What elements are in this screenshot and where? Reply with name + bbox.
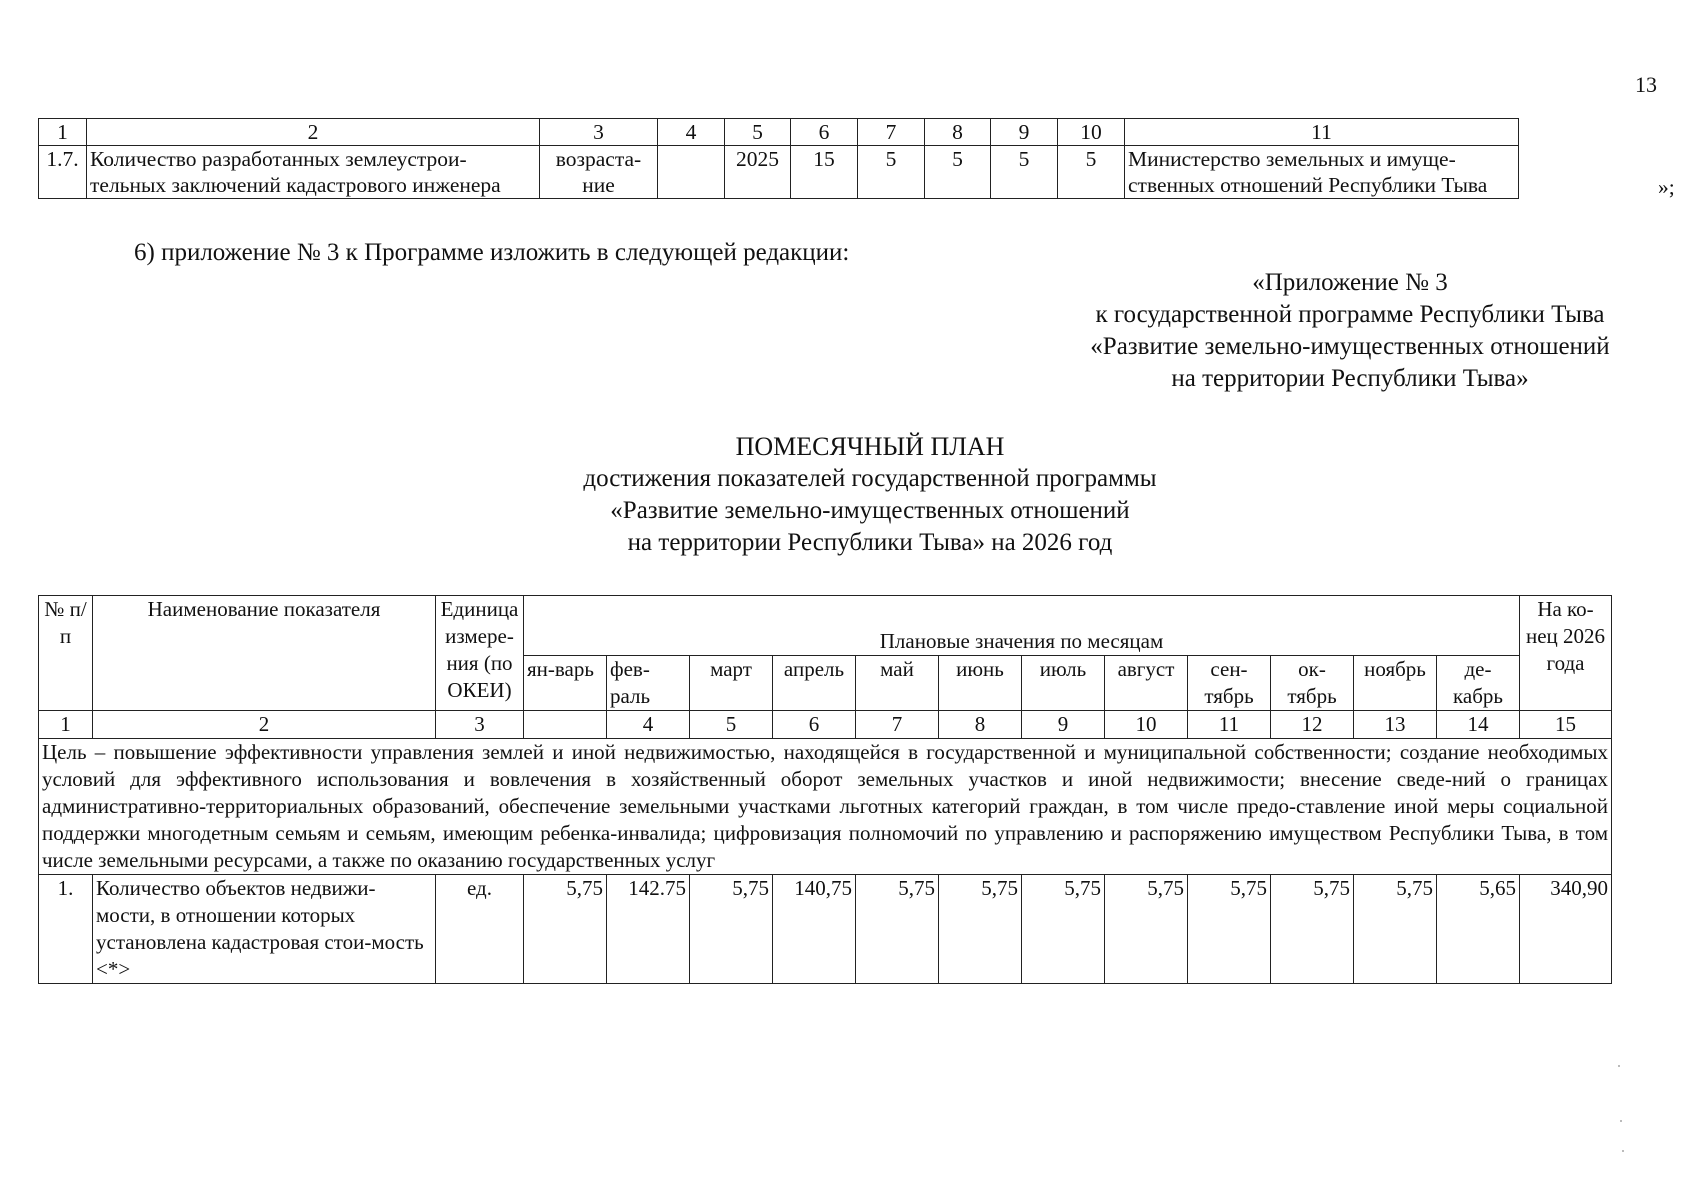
month-value: 5,75 — [939, 875, 1022, 984]
appendix-line: «Развитие земельно-имущественных отношений — [1090, 333, 1610, 360]
month-header: август — [1105, 656, 1188, 711]
plan-title: ПОМЕСЯЧНЫЙ ПЛАН — [735, 432, 1005, 461]
appendix-line: «Приложение № 3 — [1252, 269, 1448, 296]
month-value: 5,75 — [1105, 875, 1188, 984]
unit-value: ед. — [436, 875, 524, 984]
responsible-body — [1125, 146, 1519, 199]
column-number: 6 — [773, 711, 856, 739]
cell-value — [658, 146, 725, 199]
month-header: де-кабрь — [1437, 656, 1520, 711]
column-number: 15 — [1520, 711, 1612, 739]
header-indicator-name: Наименование показателя — [93, 596, 436, 711]
column-number: 9 — [991, 119, 1058, 146]
column-number: 10 — [1058, 119, 1125, 146]
column-number: 14 — [1437, 711, 1520, 739]
header-planned-values: Плановые значения по месяцам — [524, 596, 1520, 656]
column-number: 4 — [607, 711, 690, 739]
row-number: 1.7. — [39, 146, 87, 199]
month-value: 5,75 — [1022, 875, 1105, 984]
previous-indicators-table — [38, 118, 1519, 199]
indicator-name-line: тельных заключений кадастрового инженера — [90, 173, 501, 197]
month-header: ноябрь — [1354, 656, 1437, 711]
column-number: 9 — [1022, 711, 1105, 739]
column-number: 7 — [856, 711, 939, 739]
month-value: 5,75 — [1188, 875, 1271, 984]
column-number: 3 — [436, 711, 524, 739]
table-row — [39, 875, 1612, 984]
direction — [540, 146, 658, 199]
column-number: 8 — [925, 119, 991, 146]
column-number: 4 — [658, 119, 725, 146]
column-number: 2 — [93, 711, 436, 739]
cell-value: 5 — [991, 146, 1058, 199]
cell-value: 5 — [858, 146, 925, 199]
cell-value: 5 — [1058, 146, 1125, 199]
header-unit: Единица измере-ния (по ОКЕИ) — [436, 596, 524, 711]
responsible-line: ственных отношений Республики Тыва — [1128, 173, 1488, 197]
column-number: 11 — [1125, 119, 1519, 146]
cell-value: 15 — [791, 146, 858, 199]
goal-text: Цель – повышение эффективности управления землей и иной недвижимостью, находящейся в государственной и муниципальной собственности; создание необходимых условий для эффективного использования и вовлечения в хозяйственный оборот земельных участков и иной недвижимости; внесение сведе-ний о границах административно-территориальных образований, обеспечение земельными участками льготных категорий граждан, в том числе предо-ставление иной меры социальной поддержки многодетным семьям и семьям, имеющим ребенка-инвалида; цифровизация полномочий по управлению и распоряжению имуществом Республики Тыва, в том числе земельными ресурсами, а также по оказанию государственных услуг — [39, 739, 1612, 875]
scan-speck — [1622, 1150, 1624, 1152]
goal-row — [39, 739, 1612, 875]
column-number: 5 — [725, 119, 791, 146]
column-number: 11 — [1188, 711, 1271, 739]
cell-value: 5 — [925, 146, 991, 199]
end-of-year-value: 340,90 — [1520, 875, 1612, 984]
direction-line: ние — [582, 173, 615, 197]
header-end-of-year: На ко-нец 2026 года — [1520, 596, 1612, 711]
column-number: 7 — [858, 119, 925, 146]
column-number: 13 — [1354, 711, 1437, 739]
month-value: 5,65 — [1437, 875, 1520, 984]
month-value: 142.75 — [607, 875, 690, 984]
month-header: фев-раль — [607, 656, 690, 711]
row-number: 1. — [39, 875, 93, 984]
plan-subtitle-line: достижения показателей государственной программы — [583, 465, 1157, 492]
month-header: ян-варь — [524, 656, 607, 711]
month-header: июль — [1022, 656, 1105, 711]
indicator-name — [87, 146, 540, 199]
appendix-block — [1040, 267, 1660, 395]
month-header: ок-тябрь — [1271, 656, 1354, 711]
table-header-row — [39, 596, 1612, 656]
responsible-line: Министерство земельных и имуще- — [1128, 147, 1456, 171]
appendix-line: к государственной программе Республики Тыва — [1095, 301, 1605, 328]
closing-quote: »; — [1658, 175, 1675, 199]
scan-speck — [1620, 1120, 1622, 1122]
column-number: 5 — [690, 711, 773, 739]
month-header: сен-тябрь — [1188, 656, 1271, 711]
appendix-line: на территории Республики Тыва» — [1171, 365, 1529, 392]
column-number — [524, 711, 607, 739]
header-number: № п/п — [39, 596, 93, 711]
column-number: 6 — [791, 119, 858, 146]
month-header: май — [856, 656, 939, 711]
month-header: июнь — [939, 656, 1022, 711]
plan-subtitle-line: «Развитие земельно-имущественных отношений — [610, 497, 1130, 524]
month-value: 5,75 — [1271, 875, 1354, 984]
page-number: 13 — [1635, 72, 1657, 97]
month-value: 140,75 — [773, 875, 856, 984]
table-row — [39, 146, 1519, 199]
month-value: 5,75 — [524, 875, 607, 984]
plan-subtitle-line: на территории Республики Тыва» на 2026 год — [627, 529, 1113, 556]
base-year: 2025 — [725, 146, 791, 199]
column-number: 1 — [39, 119, 87, 146]
column-number: 3 — [540, 119, 658, 146]
column-number: 2 — [87, 119, 540, 146]
column-number: 1 — [39, 711, 93, 739]
monthly-plan-table — [38, 595, 1612, 984]
month-header: апрель — [773, 656, 856, 711]
month-value: 5,75 — [1354, 875, 1437, 984]
month-value: 5,75 — [856, 875, 939, 984]
direction-line: возраста- — [555, 147, 642, 171]
month-value: 5,75 — [690, 875, 773, 984]
table-header-row — [39, 119, 1519, 146]
table-column-numbers-row — [39, 711, 1612, 739]
indicator-name-line: Количество разработанных землеустрои- — [90, 147, 467, 171]
column-number: 12 — [1271, 711, 1354, 739]
scan-speck — [1618, 1065, 1620, 1067]
column-number: 8 — [939, 711, 1022, 739]
month-header: март — [690, 656, 773, 711]
indicator-name: Количество объектов недвижи-мости, в отношении которых установлена кадастровая стои-мость <*> — [93, 875, 436, 984]
instruction-paragraph: 6) приложение № 3 к Программе изложить в следующей редакции: — [134, 239, 850, 266]
plan-heading — [390, 431, 1350, 559]
column-number: 10 — [1105, 711, 1188, 739]
